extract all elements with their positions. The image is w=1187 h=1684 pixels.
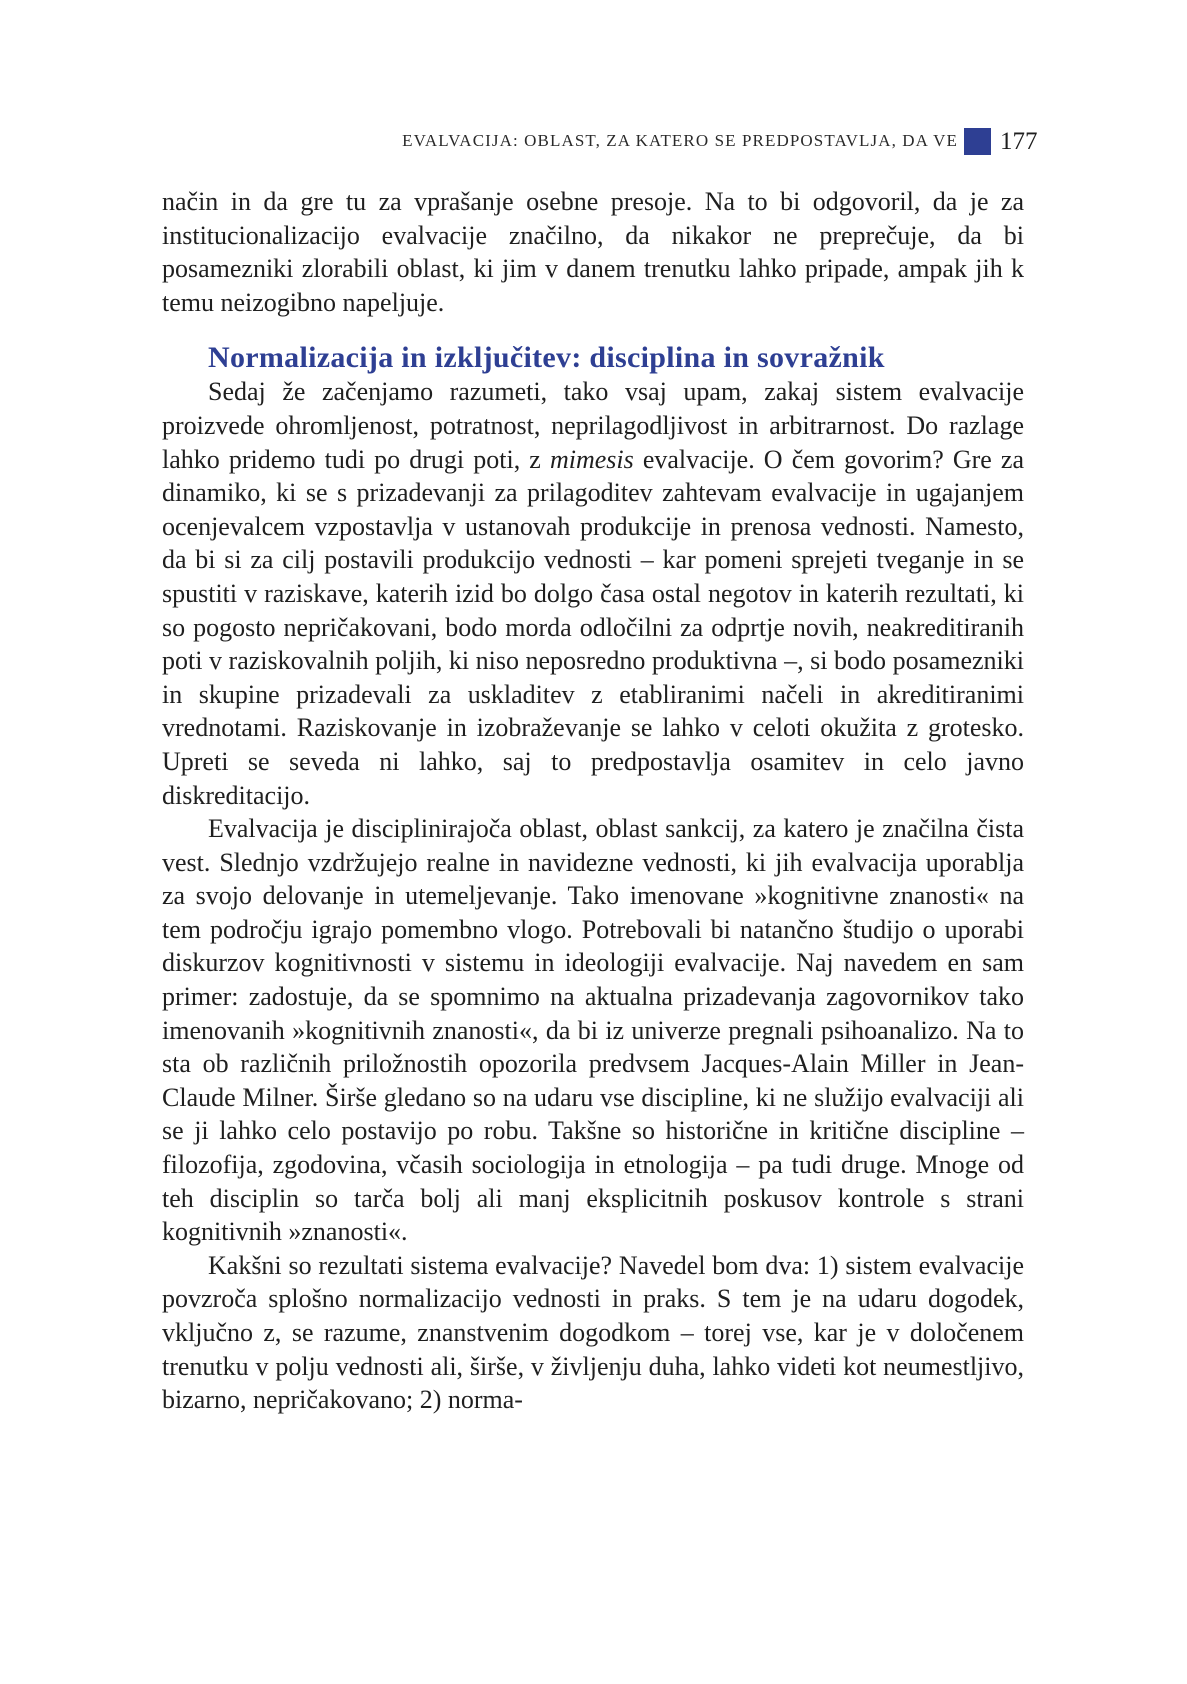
running-head — [0, 128, 1187, 158]
emphasized-term: mimesis — [549, 444, 634, 474]
page-number: 177 — [1000, 128, 1038, 155]
section-heading: Normalizacija in izključitev: disciplina in sovražnik — [208, 341, 885, 375]
running-title: EVALVACIJA: OBLAST, ZA KATERO SE PREDPOSTAVLJA, DA VE — [402, 131, 958, 150]
paragraph-continuation: način in da gre tu za vprašanje osebne presoje. Na to bi odgovoril, da je za institucionalizacijo evalvacije značilno, da nikakor ne preprečuje, da bi posamezniki zlorabili oblast, ki jim v danem trenutku lahko pripade, ampak jih k temu neizogibno napeljuje. — [162, 187, 1024, 317]
paragraph-text: Sedaj že začenjamo razumeti, tako vsaj upam, zakaj sistem evalvacije proizvede ohromljenost, potratnost, neprilagodljivost in arbitrarnost. Do razlage lahko pridemo tudi po drugi poti, z — [162, 377, 1024, 474]
paragraph: Kakšni so rezultati sistema evalvacije? Navedel bom dva: 1) sistem evalvacije povzroča splošno normalizacijo vednosti in praks. S tem je na udaru dogodek, vključno z, se razume, znanstvenim dogodkom – torej vse, kar je v določenem trenutku v polju vednosti ali, širše, v življenju duha, lahko videti kot neumestljivo, bizarno, nepričakovano; 2) norma- — [162, 1250, 1024, 1415]
body-text — [162, 185, 1024, 1417]
header-square-ornament — [964, 128, 991, 155]
paragraph: Evalvacija je disciplinirajoča oblast, oblast sankcij, za katero je značilna čista vest. Slednjo vzdržujejo realne in navidezne vednosti, ki jih evalvacija uporablja za svojo delovanje in utemeljevanje. Tako imenovane »kognitivne znanosti« na tem področju igrajo pomembno vlogo. Potrebovali bi natančno študijo o uporabi diskurzov kognitivnosti v sistemu in ideologiji evalvacije. Naj navedem en sam primer: zadostuje, da se spomnimo na aktualna prizadevanja zagovornikov tako imenovanih »kognitivnih znanosti«, da bi iz univerze pregnali psihoanalizo. Na to sta ob različnih priložnostih opozorila predvsem Jacques-Alain Miller in Jean-Claude Milner. Širše gledano so na udaru vse discipline, ki ne služijo evalvaciji ali se ji lahko celo postavijo po robu. Takšne so historične in kritične discipline – filozofija, zgodovina, včasih sociologija in etnologija – pa tudi druge. Mnoge od teh disciplin so tarča bolj ali manj eksplicitnih poskusov kontrole s strani kognitivnih »znanosti«. — [162, 814, 1024, 1247]
paragraph-text: evalvacije. O čem govorim? Gre za dinamiko, ki se s prizadevanji za prilagoditev zahtevam evalvacije in ugajanjem ocenjevalcem vzpostavlja v ustanovah produkcije in prenosa vednosti. Namesto, da bi si za cilj postavili produkcijo vednosti – kar pomeni sprejeti tveganje in se spustiti v raziskave, katerih izid bo dolgo časa ostal negotov in katerih rezultati, ki so pogosto nepričakovani, bodo morda odločilni za odprtje novih, neakreditiranih poti v raziskovalnih poljih, ki niso neposredno produktivna –, si bodo posamezniki in skupine prizadevali za uskladitev z etabliranimi načeli in akreditiranimi vrednotami. Raziskovanje in izobraževanje se lahko v celoti okužita z grotesko. Upreti se seveda ni lahko, saj to predpostavlja osamitev in celo javno diskreditacijo. — [162, 444, 1024, 810]
paragraph — [162, 375, 1024, 812]
